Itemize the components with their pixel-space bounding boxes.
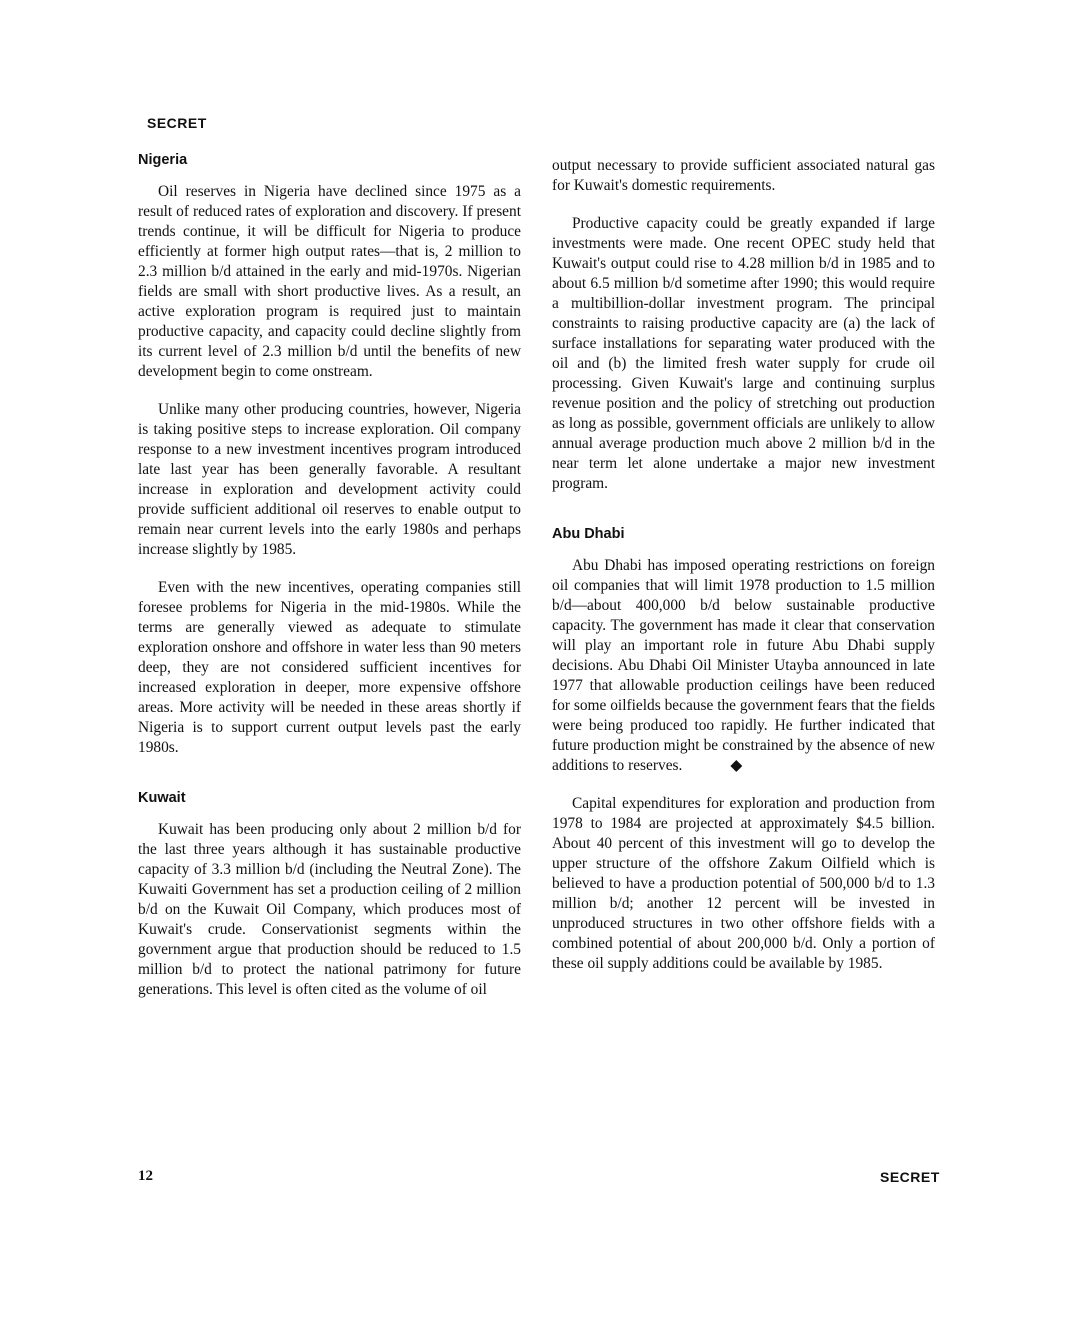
nigeria-heading: Nigeria (138, 152, 188, 168)
kuwait-continued-paragraph: output necessary to provide sufficient associated natural gas for Kuwait's domestic requirements. (552, 157, 935, 194)
abu-dhabi-heading: Abu Dhabi (552, 526, 625, 542)
abu-dhabi-paragraph-2: Capital expenditures for exploration and production from 1978 to 1984 are projected at approximately $4.5 billion. About 40 percent of this investment will go to develop the upper structure of the offshore Zakum Oilfield which is believed to have a production potential of 500,000 b/d to 1.3 million b/d; another 12 percent will be invested in unproduced structures in two other offshore fields with a combined potential of about 200,000 b/d. Only a portion of these oil supply additions could be available by 1985. (552, 795, 935, 972)
nigeria-paragraph-3: Even with the new incentives, operating companies still foresee problems for Nigeria in the mid-1980s. While the terms are generally viewed as adequate to stimulate exploration onshore and offshore in water less than 90 meters deep, they are not considered sufficient incentives for increased exploration in deeper, more expensive offshore areas. More activity will be needed in these areas shortly if Nigeria is to support current output levels past the early 1980s. (138, 579, 521, 756)
left-column (138, 152, 521, 1018)
kuwait-heading: Kuwait (138, 790, 186, 806)
abu-dhabi-paragraph-1 (552, 556, 935, 776)
kuwait-paragraph-1: Kuwait has been producing only about 2 million b/d for the last three years although it has sustainable productive capacity of 3.3 million b/d (including the Neutral Zone). The Kuwaiti Government has set a production ceiling of 2 million b/d on the Kuwait Oil Company, which produces most of Kuwait's crude. Conservationist segments within the government argue that production should be reduced to 1.5 million b/d to protect the national patrimony for future generations. This level is often cited as the volume of oil (138, 821, 521, 998)
section-end-mark-icon: ◆ (730, 757, 743, 774)
footer-classification: SECRET (880, 1169, 940, 1185)
right-column (552, 156, 935, 992)
nigeria-paragraph-1: Oil reserves in Nigeria have declined since 1975 as a result of reduced rates of exploration and discovery. If present trends continue, it will be difficult for Nigeria to produce efficiently at former high output rates—that is, 2 million to 2.3 million b/d attained in the early and mid-1970s. Nigerian fields are small with short productive lives. As a result, an active exploration program is required just to maintain productive capacity, and capacity could decline slightly from its current level of 2.3 million b/d until the benefits of new development begin to come onstream. (138, 183, 521, 380)
abu-dhabi-paragraph-1-text: Abu Dhabi has imposed operating restrictions on foreign oil companies that will limit 1978 production to 1.5 million b/d—about 400,000 b/d below sustainable productive capacity. The government has made it clear that conservation will play an important role in future Abu Dhabi supply decisions. Abu Dhabi Oil Minister Utayba announced in late 1977 that allowable production ceilings have been reduced for some oilfields because the government fears that the fields were being produced too rapidly. He further indicated that future production might be constrained by the absence of new additions to reserves. (552, 557, 935, 774)
header-classification: SECRET (147, 115, 207, 131)
kuwait-paragraph-2: Productive capacity could be greatly expanded if large investments were made. One recent OPEC study held that Kuwait's output could rise to 4.28 million b/d in 1985 and to about 6.5 million b/d sometime after 1990; this would require a multibillion-dollar investment program. The principal constraints to raising productive capacity are (a) the lack of surface installations for separating water produced with the oil and (b) the limited fresh water supply for crude oil processing. Given Kuwait's large and continuing surplus revenue position and the policy of stretching out production as long as possible, government officials are unlikely to allow annual average production much above 2 million b/d in the near term let alone undertake a major new investment program. (552, 215, 935, 492)
nigeria-paragraph-2: Unlike many other producing countries, however, Nigeria is taking positive steps to increase exploration. Oil company response to a new investment incentives program introduced late last year has been generally favorable. A resultant increase in exploration and development activity could provide sufficient additional oil reserves to enable output to remain near current levels into the early 1980s and perhaps increase slightly by 1985. (138, 401, 521, 558)
page-number: 12 (138, 1168, 153, 1184)
